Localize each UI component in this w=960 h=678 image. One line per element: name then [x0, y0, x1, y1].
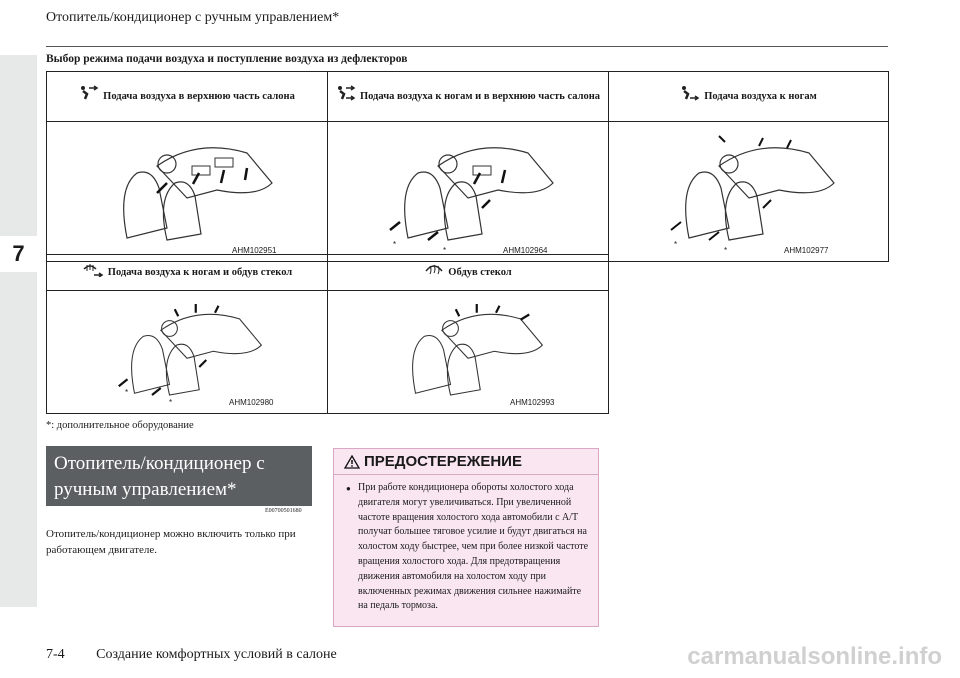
mode-label: Подача воздуха к ногам	[704, 90, 817, 102]
foot-vent-icon	[680, 85, 700, 108]
chapter-tab: 7	[0, 236, 37, 272]
asterisk: *	[393, 240, 397, 249]
mode-header	[328, 72, 609, 122]
bi-level-vent-icon	[336, 85, 356, 108]
airflow-figure	[47, 291, 328, 414]
warning-box	[333, 448, 599, 627]
cabin-illustration	[378, 128, 558, 248]
mode-label: Подача воздуха в верхнюю часть салона	[103, 90, 295, 102]
warning-triangle-icon	[344, 455, 360, 469]
airflow-figure	[609, 122, 889, 262]
face-vent-icon	[79, 85, 99, 108]
element-code: E00700501680	[265, 508, 302, 514]
mode-header	[47, 72, 328, 122]
cabin-illustration	[97, 297, 277, 402]
header-rule	[46, 46, 888, 47]
asterisk: *	[443, 246, 447, 255]
asterisk: *	[169, 398, 173, 407]
figure-code: AHM102964	[503, 246, 548, 255]
figure-code: AHM102993	[510, 398, 555, 407]
asterisk: *	[125, 388, 129, 397]
watermark: carmanualsonline.info	[687, 643, 942, 670]
page-footer	[46, 647, 337, 663]
warning-title: ПРЕДОСТЕРЕЖЕНИЕ	[364, 453, 522, 470]
mode-header	[609, 72, 889, 122]
warning-header	[334, 449, 598, 475]
asterisk: *	[724, 246, 728, 255]
side-strip	[0, 55, 37, 607]
figure-code: AHM102980	[229, 398, 274, 407]
warning-text: При работе кондиционера обороты холостого хода двигателя могут увеличиваться. При увеличенной частоте вращения холостого хода автомобили с A/T получат большее тяговое усилие и будут двигаться на холостом ходу быстрее, чем при более низкой частоте вращения холостого хода. Для предотвращения движения автомобиля на холостом ходу при включенных режимах движения сильнее нажимайте на педаль тормоза.	[358, 482, 589, 612]
airflow-figure	[328, 291, 609, 414]
airflow-figure	[328, 122, 609, 262]
cabin-illustration	[97, 128, 277, 248]
bullet: ●	[346, 484, 351, 493]
footnote: *: дополнительное оборудование	[46, 420, 194, 431]
mode-label: Обдув стекол	[448, 266, 512, 278]
running-head: Отопитель/кондиционер с ручным управлением*	[46, 10, 340, 25]
cabin-illustration	[659, 128, 839, 248]
airflow-figure	[47, 122, 328, 262]
warning-body	[334, 475, 598, 614]
figure-code: AHM102977	[784, 246, 829, 255]
modes-table-1	[46, 71, 889, 262]
modes-table-2	[46, 254, 609, 414]
foot-defrost-icon	[82, 261, 104, 284]
mode-header	[47, 255, 328, 291]
mode-label: Подача воздуха к ногам и обдув стекол	[107, 266, 293, 278]
mode-label: Подача воздуха к ногам и в верхнюю часть салона	[359, 90, 601, 102]
page-number: 7-4	[46, 647, 65, 662]
body-text: Отопитель/кондиционер можно включить только при работающем двигателе.	[46, 528, 296, 556]
footer-title: Создание комфортных условий в салоне	[96, 647, 337, 662]
asterisk: *	[674, 240, 678, 249]
mode-header	[328, 255, 609, 291]
section-caption: Выбор режима подачи воздуха и поступление воздуха из дефлекторов	[46, 53, 408, 65]
cabin-illustration	[378, 297, 558, 402]
figure-code: AHM102951	[232, 246, 277, 255]
section-title-box: Отопитель/кондиционер с ручным управлением*	[46, 446, 312, 506]
defrost-icon	[424, 261, 444, 284]
